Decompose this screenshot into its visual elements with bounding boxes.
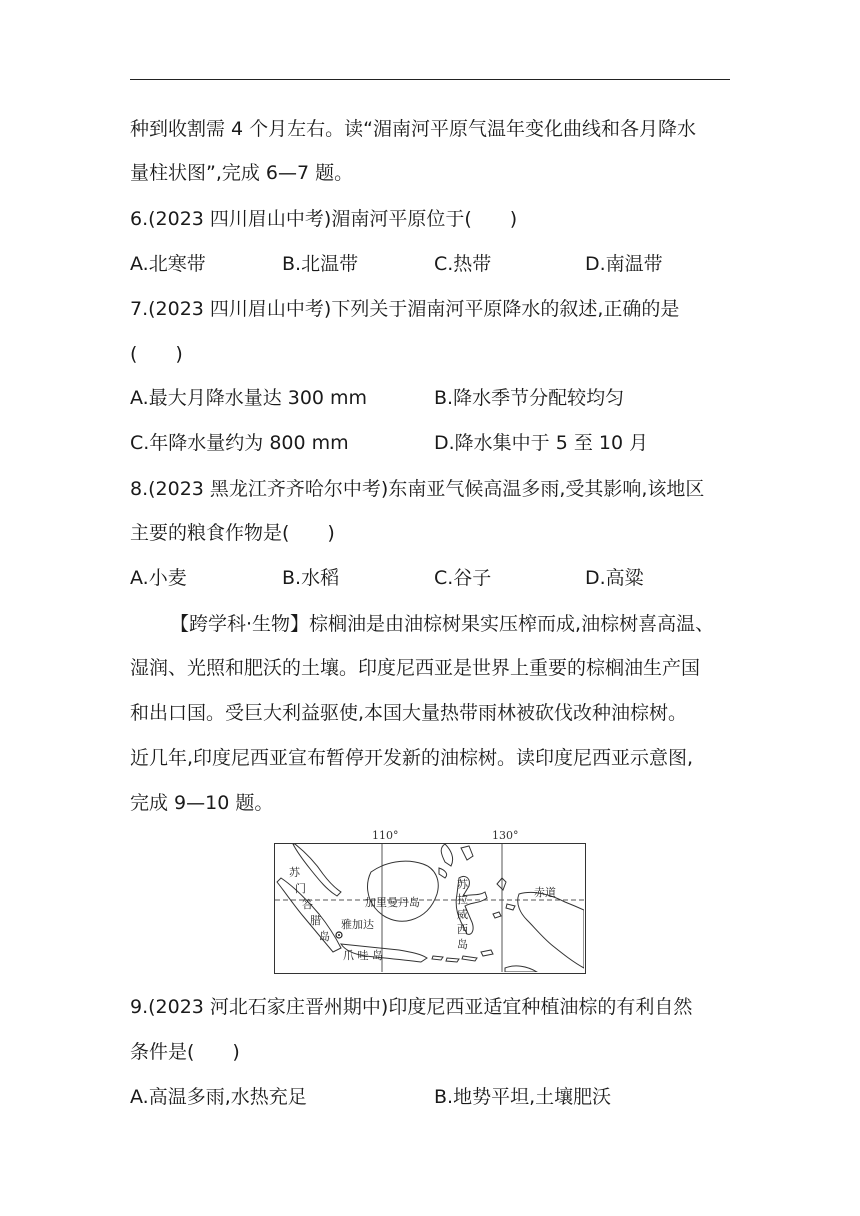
map-svg xyxy=(275,844,584,972)
sulawesi-char-3: 威 xyxy=(457,908,468,921)
q8-option-a: A.小麦 xyxy=(130,567,187,589)
q6-option-d: D.南温带 xyxy=(585,253,663,275)
passage-line-2: 湿润、光照和肥沃的土壤。印度尼西亚是世界上重要的棕榈油生产国 xyxy=(130,657,701,679)
q6-option-a: A.北寒带 xyxy=(130,253,206,275)
q8-option-d: D.高粱 xyxy=(585,567,644,589)
q6-option-b: B.北温带 xyxy=(282,253,359,275)
sulawesi-char-4: 西 xyxy=(457,923,468,936)
q6-stem: 6.(2023 四川眉山中考)湄南河平原位于( ) xyxy=(130,208,518,230)
q8-stem-line-1: 8.(2023 黑龙江齐齐哈尔中考)东南亚气候高温多雨,受其影响,该地区 xyxy=(130,478,705,500)
passage-line-3: 和出口国。受巨大利益驱使,本国大量热带雨林被砍伐改种油棕树。 xyxy=(130,702,688,724)
kalimantan-outline xyxy=(368,861,439,921)
header-rule xyxy=(130,79,730,80)
java-label: 爪 哇 岛 xyxy=(343,949,383,962)
sumatra-char-3: 答 xyxy=(302,898,313,911)
indonesia-map xyxy=(274,843,586,974)
sulawesi-char-2: 拉 xyxy=(457,893,468,906)
kalimantan-label: 加里曼丹岛 xyxy=(365,896,420,909)
lesser-sunda-islands xyxy=(432,950,493,962)
q9-stem-line-1: 9.(2023 河北石家庄晋州期中)印度尼西亚适宜种植油棕的有利自然 xyxy=(130,996,693,1018)
new-guinea-outline xyxy=(518,892,584,968)
q7-stem-line-2: ( ) xyxy=(130,343,183,365)
sumatra-char-1: 苏 xyxy=(289,866,300,879)
q8-option-b: B.水稻 xyxy=(282,567,340,589)
australia-hint xyxy=(505,966,537,972)
q7-option-a: A.最大月降水量达 300 mm xyxy=(130,387,368,409)
intro-line-2: 量柱状图”,完成 6—7 题。 xyxy=(130,162,354,184)
sulawesi-char-1: 苏 xyxy=(457,878,468,891)
maluku-islands xyxy=(493,878,515,918)
lon-label-110: 110° xyxy=(372,829,399,842)
q8-stem-line-2: 主要的粮食作物是( ) xyxy=(130,522,335,544)
q7-option-c: C.年降水量约为 800 mm xyxy=(130,432,349,454)
sumatra-char-4: 腊 xyxy=(310,914,321,927)
q9-option-a: A.高温多雨,水热充足 xyxy=(130,1086,307,1108)
philippines-outline xyxy=(439,844,473,878)
q8-option-c: C.谷子 xyxy=(434,567,492,589)
q9-option-b: B.地势平坦,土壤肥沃 xyxy=(434,1086,612,1108)
jakarta-label: 雅加达 xyxy=(341,918,374,931)
sulawesi-char-5: 岛 xyxy=(457,938,468,951)
lon-label-130: 130° xyxy=(492,829,519,842)
passage-line-4: 近几年,印度尼西亚宣布暂停开发新的油棕树。读印度尼西亚示意图, xyxy=(130,747,694,769)
sumatra-outline xyxy=(277,878,341,952)
intro-line-1: 种到收割需 4 个月左右。读“湄南河平原气温年变化曲线和各月降水 xyxy=(130,118,697,140)
q7-option-b: B.降水季节分配较均匀 xyxy=(434,387,625,409)
q7-option-d: D.降水集中于 5 至 10 月 xyxy=(434,432,649,454)
passage-line-5: 完成 9—10 题。 xyxy=(130,792,274,814)
jakarta-marker-dot xyxy=(338,934,340,936)
sumatra-char-5: 岛 xyxy=(319,930,330,943)
sumatra-char-2: 门 xyxy=(295,882,306,895)
q6-option-c: C.热带 xyxy=(434,253,492,275)
q9-stem-line-2: 条件是( ) xyxy=(130,1041,240,1063)
passage-line-1: 【跨学科·生物】棕榈油是由油棕树果实压榨而成,油棕树喜高温、 xyxy=(170,613,715,635)
q7-stem-line-1: 7.(2023 四川眉山中考)下列关于湄南河平原降水的叙述,正确的是 xyxy=(130,298,680,320)
equator-label: 赤道 xyxy=(534,886,556,899)
